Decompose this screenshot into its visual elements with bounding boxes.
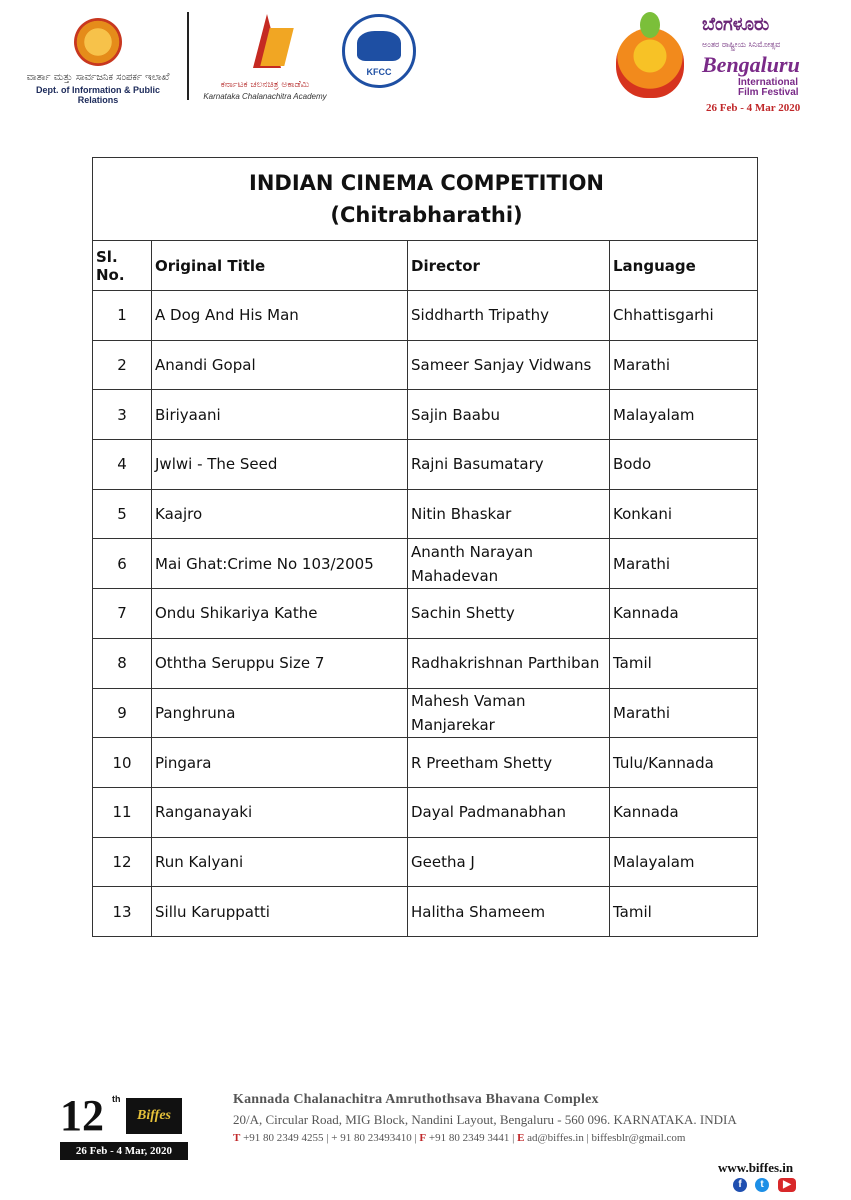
cell-sl-no: 12 — [93, 837, 152, 887]
badge-suffix: th — [112, 1094, 121, 1104]
cell-sl-no: 6 — [93, 539, 152, 589]
cell-original-title: Ondu Shikariya Kathe — [152, 589, 408, 639]
kca-english-name: Karnataka Chalanachitra Academy — [203, 92, 327, 101]
festival-kannada-subtitle: ಅಂತರ ರಾಷ್ಟ್ರೀಯ ಸಿನಿಮೋತ್ಸವ — [702, 40, 781, 49]
header-sl-no: Sl. No. — [93, 241, 152, 291]
facebook-icon[interactable]: f — [733, 1178, 747, 1192]
cell-original-title: Panghruna — [152, 688, 408, 738]
table-row — [93, 291, 758, 341]
festival-bird-icon — [610, 12, 690, 108]
cell-language: Malayalam — [610, 390, 758, 440]
festival-subtitle: International Film Festival — [738, 77, 799, 98]
table-row — [93, 887, 758, 937]
table-row — [93, 738, 758, 788]
cell-original-title: Ranganayaki — [152, 787, 408, 837]
cell-original-title: Run Kalyani — [152, 837, 408, 887]
cell-sl-no: 13 — [93, 887, 152, 937]
cell-sl-no: 1 — [93, 291, 152, 341]
contact-t-label: T — [233, 1132, 241, 1144]
badge-edition: 12 — [60, 1091, 104, 1140]
cell-director: Sajin Baabu — [408, 390, 610, 440]
cell-original-title: Oththa Seruppu Size 7 — [152, 638, 408, 688]
cell-original-title: Pingara — [152, 738, 408, 788]
dipr-kannada-name: ವಾರ್ತಾ ಮತ್ತು ಸಾರ್ವಜನಿಕ ಸಂಪರ್ಕ ಇಲಾಖೆ — [26, 72, 170, 83]
cell-language: Marathi — [610, 688, 758, 738]
table-header-row — [93, 241, 758, 291]
cell-language: Tulu/Kannada — [610, 738, 758, 788]
cell-director: Radhakrishnan Parthiban — [408, 638, 610, 688]
festival-kannada-title: ಬೆಂಗಳೂರು — [702, 14, 770, 35]
table-row — [93, 589, 758, 639]
cell-director: Dayal Padmanabhan — [408, 787, 610, 837]
page-footer — [0, 1080, 851, 1200]
contact-f-label: F — [419, 1132, 427, 1144]
kfcc-logo — [342, 14, 416, 88]
header-divider — [187, 12, 189, 100]
cell-language: Konkani — [610, 489, 758, 539]
contact-line: T +91 80 2349 4255 | + 91 80 23493410 | F +91 80 2349 3441 | E ad@biffes.in | biffesblr@gmail.com — [233, 1132, 686, 1144]
film-academy-icon — [235, 14, 295, 76]
kfcc-label: KFCC — [366, 67, 392, 77]
twitter-icon[interactable]: t — [755, 1178, 769, 1192]
table-title — [93, 158, 758, 241]
cell-original-title: Jwlwi - The Seed — [152, 440, 408, 490]
table-row — [93, 390, 758, 440]
festival-name: Bengaluru — [702, 52, 800, 77]
address-line1: Kannada Chalanachitra Amruthothsava Bhavana Complex — [233, 1092, 599, 1107]
biffes-badge — [60, 1090, 190, 1157]
festival-logo — [610, 8, 820, 120]
contact-e-label: E — [517, 1132, 525, 1144]
table-row — [93, 340, 758, 390]
kca-logo — [200, 14, 330, 101]
cell-director: Sachin Shetty — [408, 589, 610, 639]
table-row — [93, 489, 758, 539]
table-row — [93, 440, 758, 490]
cell-original-title: Mai Ghat:Crime No 103/2005 — [152, 539, 408, 589]
competition-table — [92, 157, 758, 937]
cell-original-title: Kaajro — [152, 489, 408, 539]
cell-director: Mahesh Vaman Manjarekar — [408, 688, 610, 738]
dipr-english-name: Dept. of Information & Public Relations — [36, 85, 160, 105]
festival-dates: 26 Feb - 4 Mar 2020 — [706, 102, 801, 114]
cell-director: R Preetham Shetty — [408, 738, 610, 788]
cell-director: Nitin Bhaskar — [408, 489, 610, 539]
cell-language: Kannada — [610, 589, 758, 639]
address-line2: 20/A, Circular Road, MIG Block, Nandini Layout, Bengaluru - 560 096. KARNATAKA. INDIA — [233, 1112, 737, 1127]
cell-sl-no: 3 — [93, 390, 152, 440]
dipr-logo — [18, 18, 178, 105]
cell-director: Sameer Sanjay Vidwans — [408, 340, 610, 390]
cell-director: Geetha J — [408, 837, 610, 887]
cell-original-title: Biriyaani — [152, 390, 408, 440]
cell-director: Siddharth Tripathy — [408, 291, 610, 341]
elephant-icon — [357, 31, 401, 61]
cell-language: Marathi — [610, 340, 758, 390]
cell-original-title: Sillu Karuppatti — [152, 887, 408, 937]
social-links — [733, 1178, 803, 1194]
table-title-line1: INDIAN CINEMA COMPETITION — [249, 171, 605, 195]
table-row — [93, 638, 758, 688]
youtube-icon[interactable]: ▶ — [778, 1178, 796, 1192]
cell-original-title: Anandi Gopal — [152, 340, 408, 390]
cell-language: Bodo — [610, 440, 758, 490]
header-director: Director — [408, 241, 610, 291]
cell-director: Ananth Narayan Mahadevan — [408, 539, 610, 589]
table-row — [93, 837, 758, 887]
cell-sl-no: 11 — [93, 787, 152, 837]
table-title-line2: (Chitrabharathi) — [330, 203, 523, 227]
cell-sl-no: 7 — [93, 589, 152, 639]
cell-director: Rajni Basumatary — [408, 440, 610, 490]
contact-phone: +91 80 2349 4255 | + 91 80 23493410 — [243, 1132, 412, 1144]
contact-email: ad@biffes.in | biffesblr@gmail.com — [527, 1132, 686, 1144]
table-body — [93, 291, 758, 937]
table-row — [93, 539, 758, 589]
kca-kannada-name: ಕರ್ನಾಟಕ ಚಲನಚಿತ್ರ ಅಕಾಡೆಮಿ — [220, 80, 310, 90]
page-header — [0, 0, 851, 130]
cell-language: Tamil — [610, 887, 758, 937]
cell-sl-no: 5 — [93, 489, 152, 539]
cell-sl-no: 9 — [93, 688, 152, 738]
cell-language: Kannada — [610, 787, 758, 837]
cell-sl-no: 2 — [93, 340, 152, 390]
badge-name: Biffes — [126, 1098, 182, 1134]
header-original-title: Original Title — [152, 241, 408, 291]
table-row — [93, 787, 758, 837]
footer-address — [233, 1092, 737, 1144]
cell-sl-no: 10 — [93, 738, 152, 788]
cell-language: Chhattisgarhi — [610, 291, 758, 341]
cell-language: Malayalam — [610, 837, 758, 887]
cell-director: Halitha Shameem — [408, 887, 610, 937]
badge-dates: 26 Feb - 4 Mar, 2020 — [60, 1142, 188, 1160]
header-language: Language — [610, 241, 758, 291]
table-title-row — [93, 158, 758, 241]
table-row — [93, 688, 758, 738]
website-link[interactable]: www.biffes.in — [718, 1160, 794, 1175]
cell-original-title: A Dog And His Man — [152, 291, 408, 341]
cell-sl-no: 8 — [93, 638, 152, 688]
contact-fax: +91 80 2349 3441 — [428, 1132, 510, 1144]
cell-language: Marathi — [610, 539, 758, 589]
karnataka-seal-icon — [74, 18, 122, 66]
cell-sl-no: 4 — [93, 440, 152, 490]
cell-language: Tamil — [610, 638, 758, 688]
